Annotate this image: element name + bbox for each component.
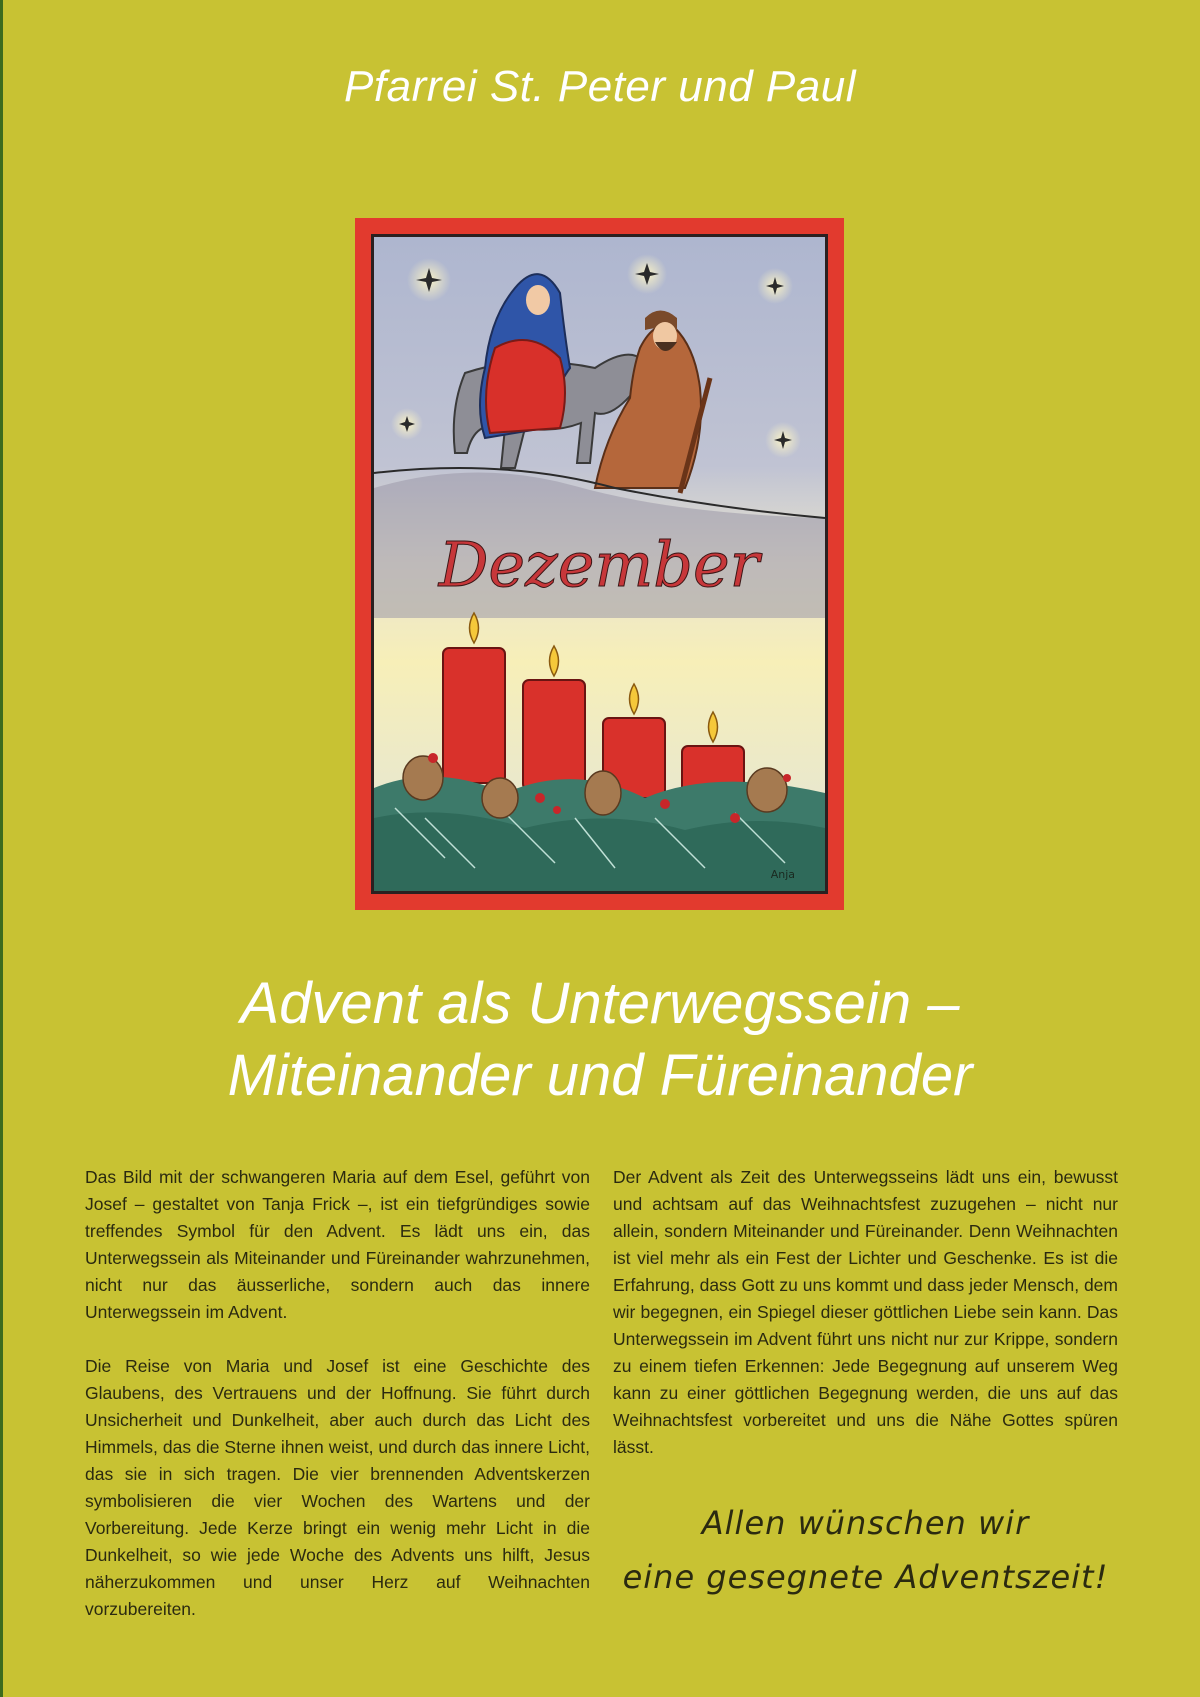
headline-line-1: Advent als Unterwegssein –	[240, 971, 960, 1036]
advent-greeting	[613, 1496, 1118, 1604]
artist-signature: Anja	[770, 868, 795, 881]
candle-1	[443, 648, 505, 783]
headline	[0, 968, 1200, 1112]
headline-line-2: Miteinander und Füreinander	[227, 1043, 973, 1108]
month-label: Dezember	[438, 528, 760, 601]
advent-illustration	[355, 218, 844, 910]
right-text-column	[613, 1164, 1118, 1488]
greeting-line-1: Allen wünschen wir	[701, 1504, 1030, 1542]
paragraph: Das Bild mit der schwangeren Maria auf dem Esel, geführt von Josef – gestaltet von Tanja Frick –, ist ein tiefgründiges sowie treffendes Symbol für den Advent. Es lädt uns ein, das Unterwegssein als Miteinander und Füreinander wahrzunehmen, nicht nur das äusserliche, sondern auch das innere Unterwegssein im Advent.	[85, 1167, 590, 1322]
page-edge-stripe	[0, 0, 3, 1697]
paragraph: Die Reise von Maria und Josef ist eine Geschichte des Glaubens, des Vertrauens und der Hoffnung. Sie führt durch Unsicherheit und Dunkelheit, aber auch durch das Licht des Himmels, das die Sterne ihnen weist, und durch das innere Licht, das sie in sich tragen. Die vier brennenden Adventskerzen symbolisieren die vier Wochen des Wartens und der Vorbereitung. Jede Kerze bringt ein wenig mehr Licht in die Dunkelheit, so wie jede Woche des Advents uns hilft, Jesus näherzukommen und unser Herz auf Weihnachten vorzubereiten.	[85, 1356, 590, 1619]
candle-2	[523, 680, 585, 790]
paragraph: Der Advent als Zeit des Unterwegsseins lädt uns ein, bewusst und achtsam auf das Weihnachtsfest zuzugehen – nicht nur allein, sondern Miteinander und Füreinander. Denn Weihnachten ist viel mehr als ein Fest der Lichter und Geschenke. Es ist die Erfahrung, dass Gott zu uns kommt und dass jeder Mensch, dem wir begegnen, ein Spiegel dieser göttlichen Liebe sein kann. Das Unterwegssein im Advent führt uns nicht nur zur Krippe, sondern zu einem tiefen Erkennen: Jede Begegnung auf unserem Weg kann zu einer göttlichen Begegnung werden, die uns auf das Weihnachtsfest vorbereitet und uns die Nähe Gottes spüren lässt.	[613, 1167, 1118, 1457]
parish-name: Pfarrei St. Peter und Paul	[344, 62, 856, 111]
left-text-column	[85, 1164, 590, 1650]
greeting-line-2: eine gesegnete Adventszeit!	[622, 1558, 1109, 1596]
